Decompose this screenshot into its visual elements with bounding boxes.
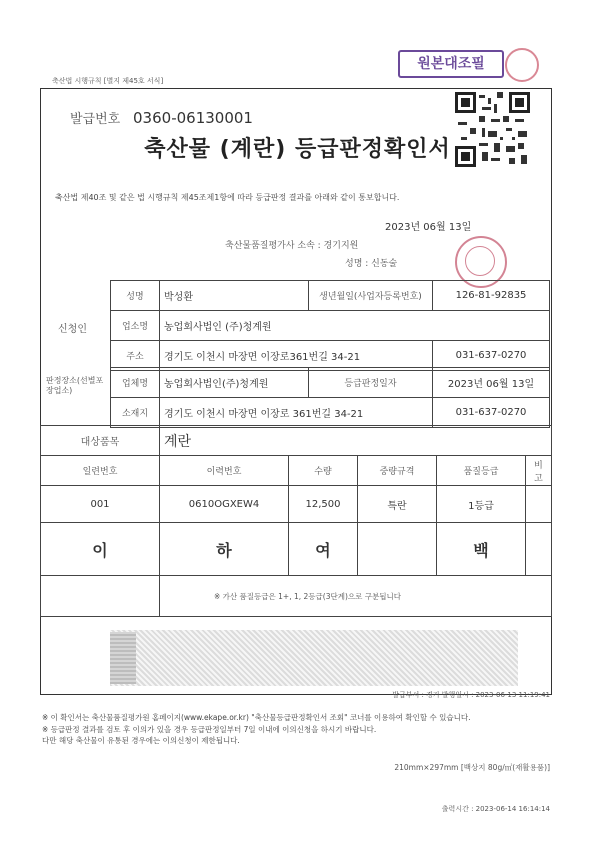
issue-date: 2023년 06월 13일 [385,222,472,233]
issue-info: 발급부서 : 경기 발행일시 : 2023-06-13 11:19:41 [392,691,550,699]
security-pattern [110,630,518,686]
col-weight: 중량규격 [358,456,437,486]
table-row [41,486,552,523]
facility-table [110,367,550,428]
inspector: 성명 : 신동술 [345,259,398,269]
col-note: 비고 [526,456,552,486]
form-reference: 축산법 시행규칙 [별지 제45호 서식] [52,77,164,85]
business-name-label: 업소명 [111,311,160,341]
col-serial: 일련번호 [41,456,160,486]
name-label: 성명 [111,281,160,311]
applicant-table [110,280,550,371]
address-label: 주소 [111,341,160,371]
page-title: 축산물 (계란) 등급판정확인서 [144,137,451,162]
business-number-label: 생년월일(사업자등록번호) [309,281,433,311]
location-label: 소재지 [111,398,160,428]
original-copy-stamp: 원본대조필 [398,50,504,78]
product-table [40,425,552,617]
blank-mark: 백 [437,523,526,576]
quantity-cell: 12,500 [289,486,358,523]
note-line: ※ 이 확인서는 축산물품질평가원 홈페이지(www.ekape.or.kr) "축산물등급판정확인서 조회" 코너를 이용하여 확인할 수 있습니다. [42,713,471,722]
product-value: 계란 [160,426,552,456]
address: 경기도 이천시 마장면 이장로361번길 34-21 [160,341,433,371]
weight-cell: 특란 [358,486,437,523]
print-time: 출력시간 : 2023-06-14 16:14:14 [441,805,550,813]
company-label: 업체명 [111,368,160,398]
institute: 축산물품질평가사 소속 : 경기지원 [225,241,359,251]
law-text: 축산법 제40조 및 같은 법 시행규칙 제45조제1항에 따라 등급판정 결과를 아래와 같이 통보합니다. [55,193,400,202]
grade-cell: 1등급 [437,486,526,523]
issue-number-label: 발급번호 [70,112,121,127]
trace-cell: 0610OGXEW4 [160,486,289,523]
issue-number-line [70,108,253,127]
location: 경기도 이천시 마장면 이장로 361번길 34-21 [160,398,433,428]
company-name: 농업회사법인(주)청계원 [160,368,309,398]
name-value: 박성환 [160,281,309,311]
location-phone: 031-637-0270 [433,398,550,428]
facility-section-label: 판정장소(선별포장업소) [46,376,104,395]
col-trace: 이력번호 [160,456,289,486]
blank-mark: 여 [289,523,358,576]
serial-cell: 001 [41,486,160,523]
applicant-section-label: 신청인 [58,324,87,335]
seal-icon [505,48,539,82]
note-line: 다만 해당 축산물이 유통된 경우에는 이의신청이 제한됩니다. [42,736,240,745]
product-label: 대상품목 [41,426,160,456]
col-quantity: 수량 [289,456,358,486]
grading-date: 2023년 06월 13일 [433,368,550,398]
paper-size: 210mm×297mm [백상지 80g/㎡(재활용품)] [394,763,550,772]
phone: 031-637-0270 [433,341,550,371]
grading-date-label: 등급판정일자 [309,368,433,398]
grade-footnote: ※ 가산 품질등급은 1+, 1, 2등급(3단계)으로 구분됩니다 [160,576,552,617]
security-pattern-left [110,632,136,684]
issue-number: 0360-06130001 [133,109,253,127]
note-line: ※ 등급판정 결과를 검토 후 이의가 있을 경우 등급판정일부터 7일 이내에 이의신청을 하시기 바랍니다. [42,725,377,734]
col-grade: 품질등급 [437,456,526,486]
note-cell [526,486,552,523]
blank-mark: 하 [160,523,289,576]
business-number: 126-81-92835 [433,281,550,311]
blank-mark: 이 [41,523,160,576]
business-name: 농업회사법인 (주)청계원 [160,311,550,341]
